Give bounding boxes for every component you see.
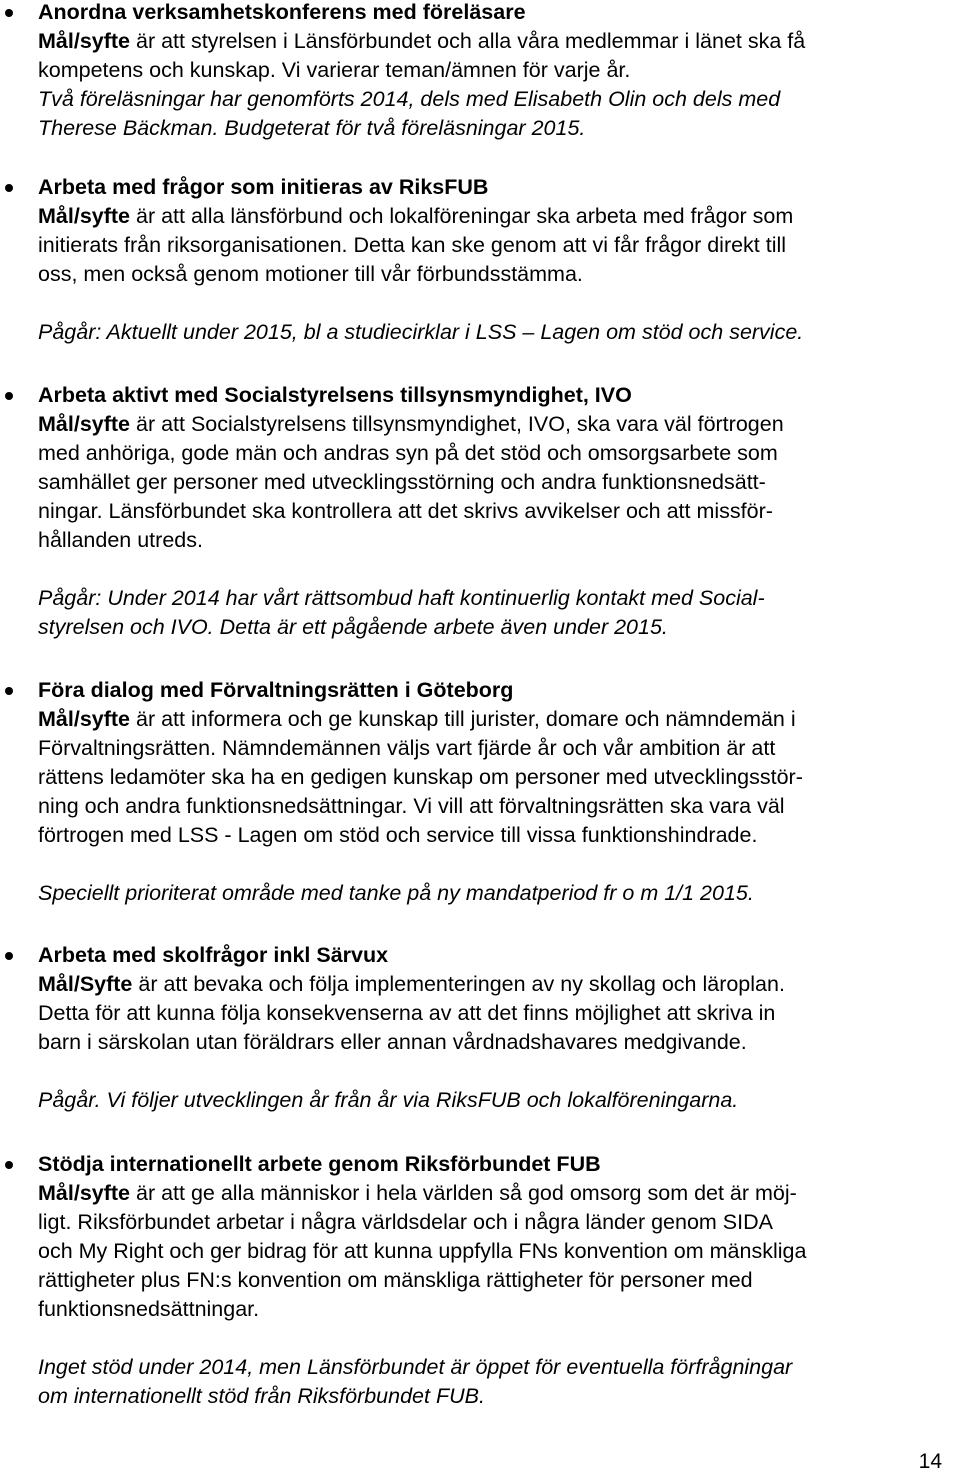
body-line: rättigheter plus FN:s konvention om mänskliga rättigheter för personer med bbox=[38, 1268, 753, 1292]
status-line: styrelsen och IVO. Detta är ett pågående arbete även under 2015. bbox=[38, 615, 668, 639]
purpose-label: Mål/syfte bbox=[38, 29, 131, 53]
body-line: med anhöriga, gode män och andras syn på det stöd och omsorgsarbete som bbox=[38, 441, 778, 465]
body-line: förtrogen med LSS - Lagen om stöd och service till vissa funktionshindrade. bbox=[38, 823, 758, 847]
status-line: Inget stöd under 2014, men Länsförbundet är öppet för eventuella förfrågningar bbox=[38, 1355, 793, 1379]
purpose-label: Mål/syfte bbox=[38, 1181, 131, 1205]
status-line: Pågår: Under 2014 har vårt rättsombud haft kontinuerlig kontakt med Social- bbox=[38, 586, 765, 610]
bullet-icon bbox=[5, 184, 13, 192]
body-line: Mål/syfte är att ge alla människor i hela världen så god omsorg som det är möj- bbox=[38, 1181, 797, 1205]
section-internationellt bbox=[38, 1150, 953, 1411]
section-heading: Arbeta med frågor som initieras av RiksFUB bbox=[38, 175, 489, 199]
status-line: Pågår. Vi följer utvecklingen år från år via RiksFUB och lokalföreningarna. bbox=[38, 1088, 739, 1112]
bullet-icon bbox=[5, 687, 13, 695]
purpose-label: Mål/Syfte bbox=[38, 972, 133, 996]
section-heading: Stödja internationellt arbete genom Riksförbundet FUB bbox=[38, 1152, 601, 1176]
body-line: Mål/syfte är att Socialstyrelsens tillsynsmyndighet, IVO, ska vara väl förtrogen bbox=[38, 412, 784, 436]
section-heading: Arbeta med skolfrågor inkl Särvux bbox=[38, 943, 389, 967]
body-line: initierats från riksorganisationen. Detta kan ske genom att vi får frågor direkt till bbox=[38, 233, 787, 257]
section-forvaltningsratten bbox=[38, 676, 953, 908]
body-line: funktionsnedsättningar. bbox=[38, 1297, 260, 1321]
section-heading: Arbeta aktivt med Socialstyrelsens tillsynsmyndighet, IVO bbox=[38, 383, 632, 407]
section-konferens bbox=[38, 0, 953, 143]
body-line: och My Right och ger bidrag för att kunna uppfylla FNs konvention om mänskliga bbox=[38, 1239, 807, 1263]
page-number: 14 bbox=[918, 1450, 942, 1473]
body-line: rättens ledamöter ska ha en gedigen kunskap om personer med utvecklingsstör- bbox=[38, 765, 803, 789]
body-line: Mål/syfte är att styrelsen i Länsförbundet och alla våra medlemmar i länet ska få bbox=[38, 29, 806, 53]
purpose-label: Mål/syfte bbox=[38, 412, 131, 436]
purpose-label: Mål/syfte bbox=[38, 204, 131, 228]
body-line: ning och andra funktionsnedsättningar. Vi vill att förvaltningsrätten ska vara väl bbox=[38, 794, 785, 818]
status-line: Två föreläsningar har genomförts 2014, dels med Elisabeth Olin och dels med bbox=[38, 87, 781, 111]
purpose-label: Mål/syfte bbox=[38, 707, 131, 731]
body-line: Mål/Syfte är att bevaka och följa implementeringen av ny skollag och läroplan. bbox=[38, 972, 785, 996]
body-line: Förvaltningsrätten. Nämndemännen väljs vart fjärde år och vår ambition är att bbox=[38, 736, 776, 760]
status-line: Pågår: Aktuellt under 2015, bl a studiecirklar i LSS – Lagen om stöd och service. bbox=[38, 320, 804, 344]
body-line: kompetens och kunskap. Vi varierar teman/ämnen för varje år. bbox=[38, 58, 631, 82]
body-line: samhället ger personer med utvecklingsstörning och andra funktionsnedsätt- bbox=[38, 470, 766, 494]
status-line: Speciellt prioriterat område med tanke på ny mandatperiod fr o m 1/1 2015. bbox=[38, 881, 754, 905]
section-skolfragor bbox=[38, 941, 953, 1115]
section-heading: Föra dialog med Förvaltningsrätten i Göteborg bbox=[38, 678, 514, 702]
body-line: ligt. Riksförbundet arbetar i några världsdelar och i några länder genom SIDA bbox=[38, 1210, 773, 1234]
body-line: barn i särskolan utan föräldrars eller annan vårdnadshavares medgivande. bbox=[38, 1030, 747, 1054]
status-line: Therese Bäckman. Budgeterat för två föreläsningar 2015. bbox=[38, 116, 586, 140]
status-line: om internationellt stöd från Riksförbundet FUB. bbox=[38, 1384, 485, 1408]
bullet-icon bbox=[5, 952, 13, 960]
bullet-icon bbox=[5, 392, 13, 400]
section-riksfub-fragor bbox=[38, 173, 953, 347]
body-line: Mål/syfte är att informera och ge kunskap till jurister, domare och nämndemän i bbox=[38, 707, 796, 731]
body-line: Mål/syfte är att alla länsförbund och lokalföreningar ska arbeta med frågor som bbox=[38, 204, 794, 228]
section-heading: Anordna verksamhetskonferens med föreläsare bbox=[38, 0, 526, 24]
bullet-icon bbox=[5, 1161, 13, 1169]
body-line: hållanden utreds. bbox=[38, 528, 203, 552]
bullet-icon bbox=[5, 9, 13, 17]
body-line: oss, men också genom motioner till vår förbundsstämma. bbox=[38, 262, 583, 286]
body-line: ningar. Länsförbundet ska kontrollera att det skrivs avvikelser och att missför- bbox=[38, 499, 773, 523]
section-ivo bbox=[38, 381, 953, 642]
body-line: Detta för att kunna följa konsekvenserna av att det finns möjlighet att skriva in bbox=[38, 1001, 776, 1025]
